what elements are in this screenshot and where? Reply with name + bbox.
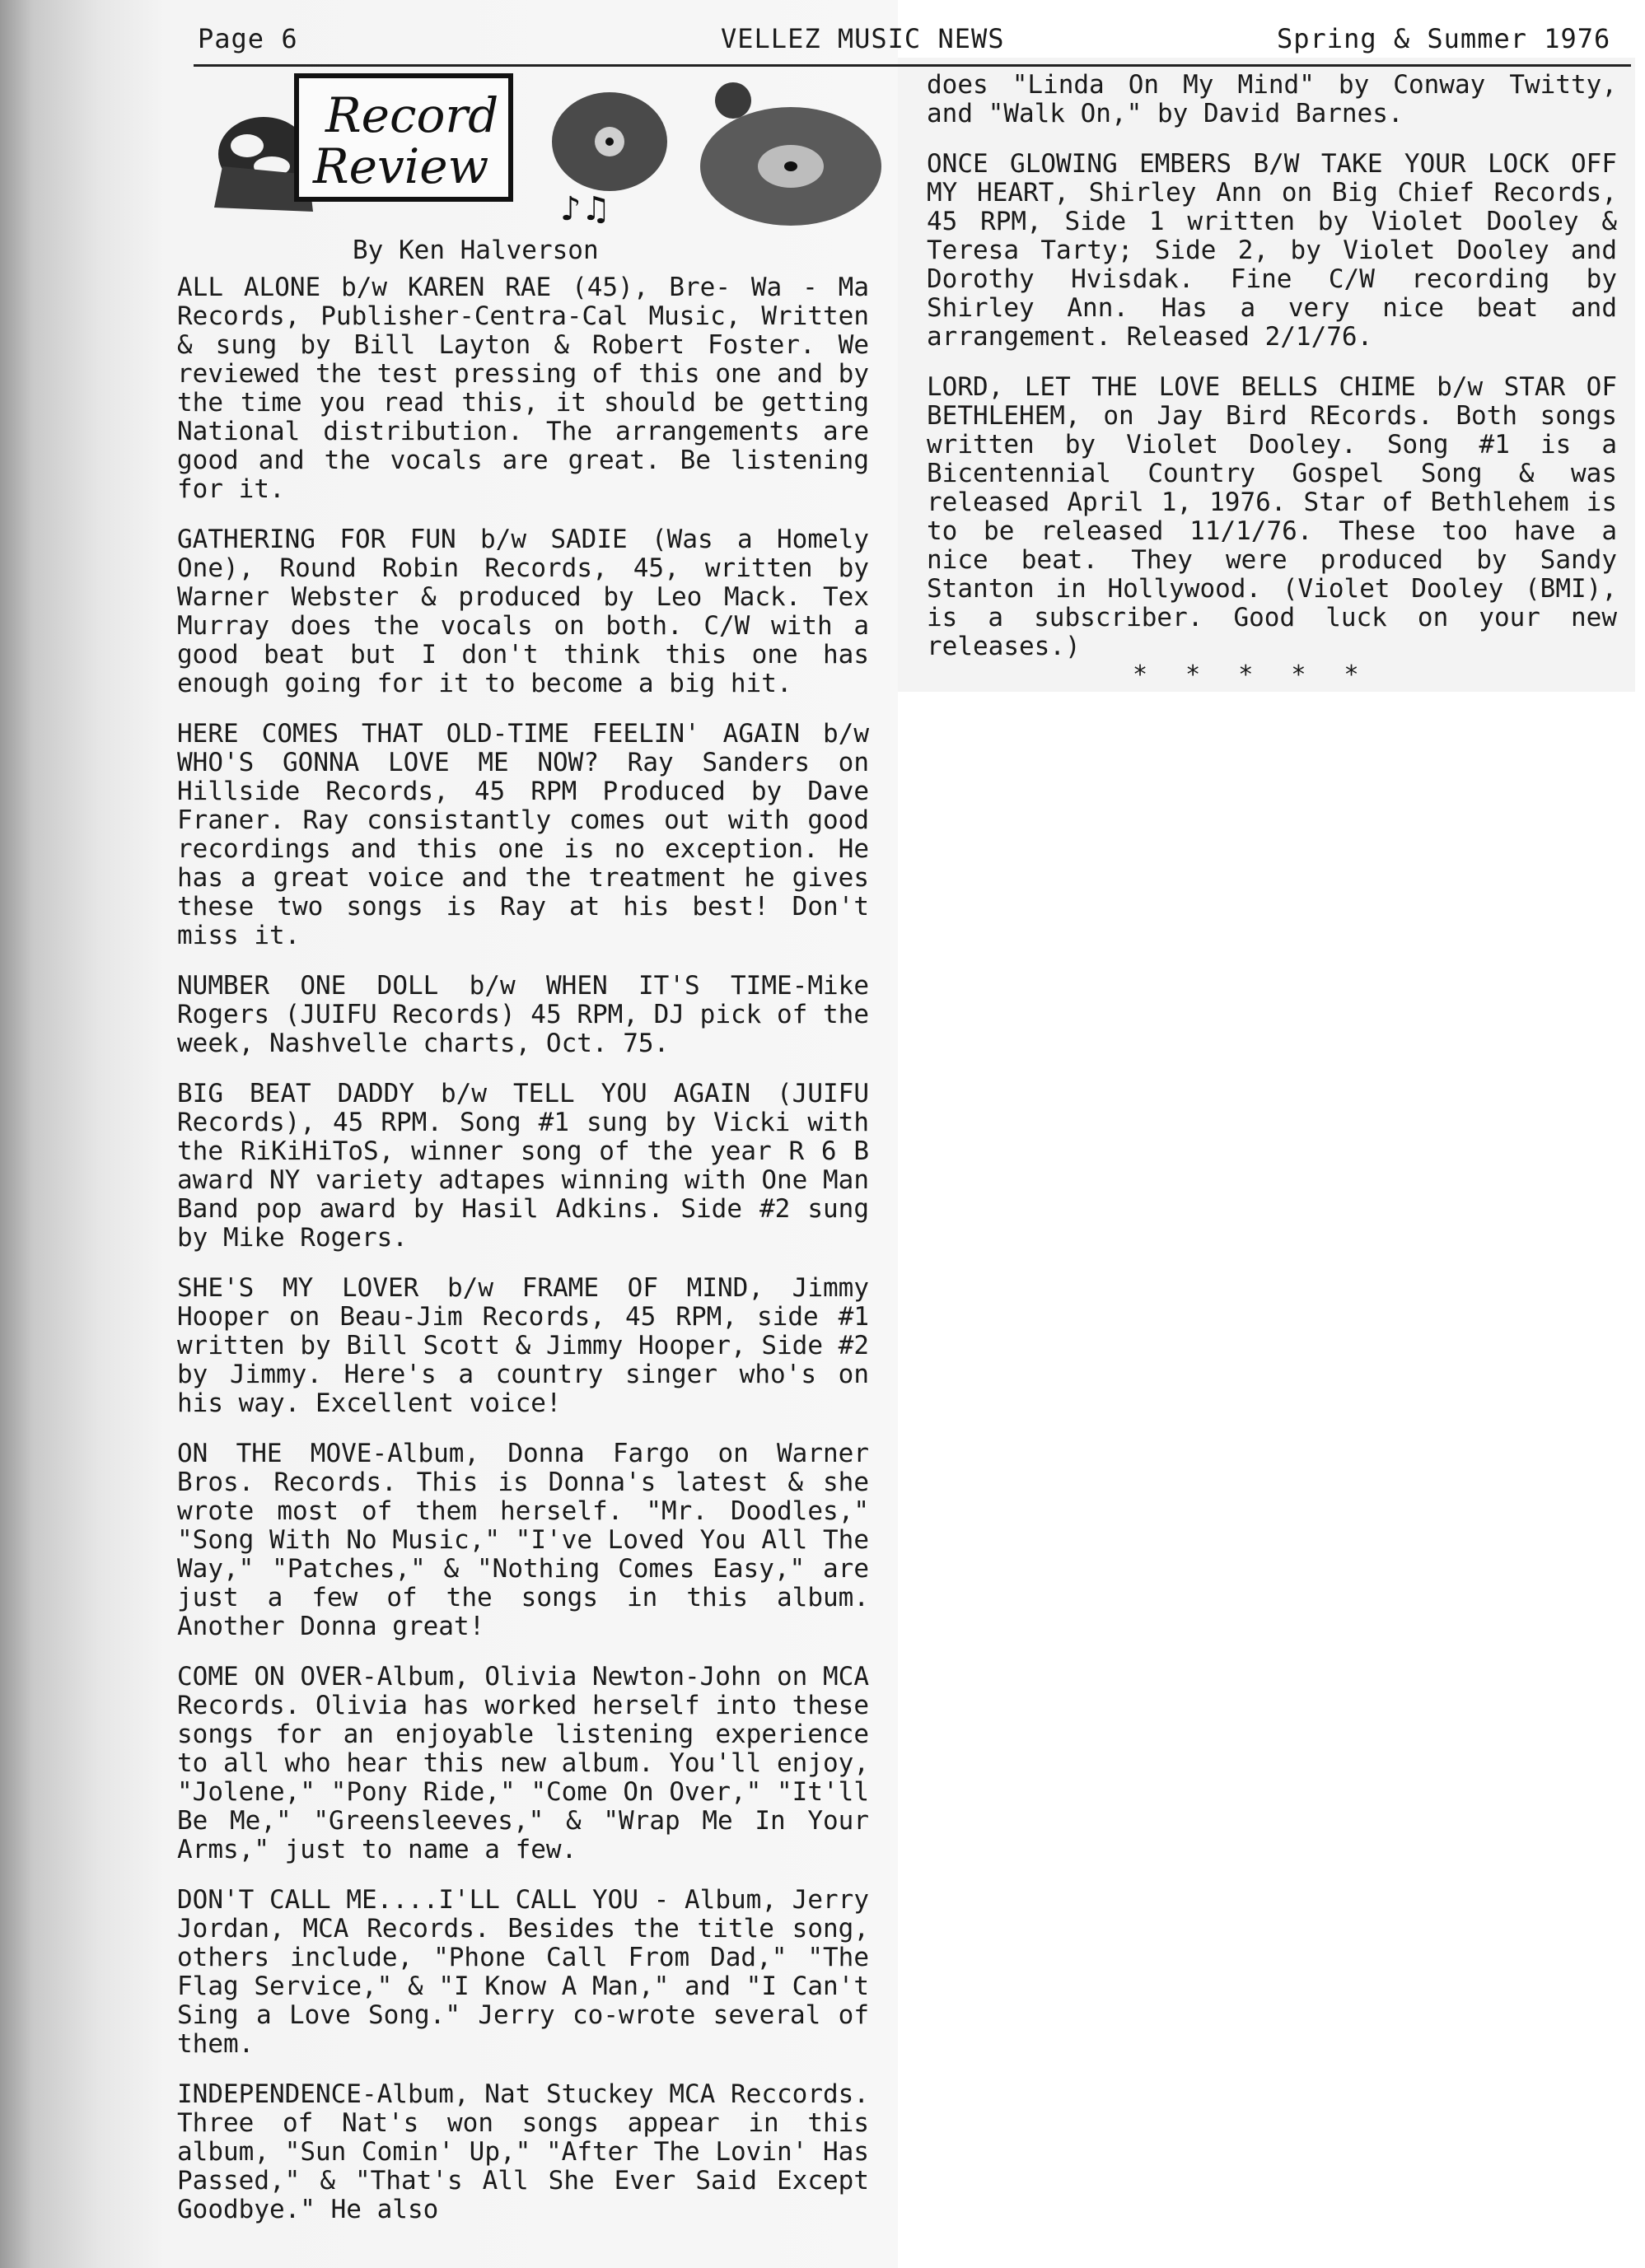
header-rule (194, 64, 1631, 67)
vinyl-record-icon (700, 82, 881, 226)
publication-title: VELLEZ MUSIC NEWS (721, 23, 1005, 54)
issue-date: Spring & Summer 1976 (1277, 23, 1611, 54)
review-item: ALL ALONE b/w KAREN RAE (45), Bre- Wa - Ma Records, Publisher-Centra-Cal Music, Written & sung by Bill Layton & Robert Foster. We reviewed the test pressing of this one and by the time you read this, it should be getting National distribution. The arrangements are good and the vocals are great. Be listening for it. (177, 273, 869, 504)
review-item: DON'T CALL ME....I'LL CALL YOU - Album, Jerry Jordan, MCA Records. Besides the title song, others include, "Phone Call From Dad," "The Flag Service," & "I Know A Man," and "I Can't Sing a Love Song." Jerry co-wrote several of them. (177, 1885, 869, 2059)
review-item: COME ON OVER-Album, Olivia Newton-John on MCA Records. Olivia has worked herself into these songs for an enjoyable listening experience to all who hear this new album. You'll enjoy, "Jolene," "Pony Ride," "Come On Over," "It'll Be Me," "Greensleeves," & "Wrap Me In Your Arms," just to name a few. (177, 1662, 869, 1864)
right-column (927, 71, 1617, 683)
review-item: ONCE GLOWING EMBERS B/W TAKE YOUR LOCK OFF MY HEART, Shirley Ann on Big Chief Records, 45 RPM, Side 1 written by Violet Dooley & Teresa Tarty; Side 2, by Violet Dooley and Dorothy Hvisdak. Fine C/W recording by Shirley Ann. Has a very nice beat and arrangement. Released 2/1/76. (927, 149, 1617, 352)
review-item: LORD, LET THE LOVE BELLS CHIME b/w STAR OF BETHLEHEM, on Jay Bird REcords. Both songs written by Violet Dooley. Song #1 is a Bicentennial Country Gospel Song & was released April 1, 1976. Star of Bethlehem is to be released 11/1/76. These too have a nice beat. They were produced by Sandy Stanton in Hollywood. (Violet Dooley (BMI), is a subscriber. Good luck on your new releases.) (927, 372, 1617, 661)
svg-text:♪♫: ♪♫ (560, 190, 611, 228)
byline: By Ken Halverson (353, 236, 599, 265)
review-item: NUMBER ONE DOLL b/w WHEN IT'S TIME-Mike Rogers (JUIFU Records) 45 RPM, DJ pick of the week, Nashvelle charts, Oct. 75. (177, 971, 869, 1058)
left-column (177, 273, 869, 2246)
end-mark: * * * * * (1133, 660, 1371, 689)
vinyl-record-icon (552, 92, 667, 191)
review-item: ON THE MOVE-Album, Donna Fargo on Warner Bros. Records. This is Donna's latest & she wrote most of them herself. "Mr. Doodles," "Song With No Music," "I've Loved You All The Way," "Patches," & "Nothing Comes Easy," are just a few of the songs in this album. Another Donna great! (177, 1439, 869, 1641)
review-item: INDEPENDENCE-Album, Nat Stuckey MCA Reccords. Three of Nat's won songs appear in this album, "Sun Comin' Up," "After The Lovin' Has Passed," & "That's All She Ever Said Except Goodbye." He also (177, 2079, 869, 2224)
music-notes-icon (560, 190, 610, 228)
logo-line-1: Record (325, 87, 499, 143)
review-item: GATHERING FOR FUN b/w SADIE (Was a Homely One), Round Robin Records, 45, written by Warner Webster & produced by Leo Mack. Tex Murray does the vocals on both. C/W with a good beat but I don't think this one has enough going for it to become a big hit. (177, 525, 869, 698)
review-item: HERE COMES THAT OLD-TIME FEELIN' AGAIN b/w WHO'S GONNA LOVE ME NOW? Ray Sanders on Hillside Records, 45 RPM Produced by Dave Franer. Ray consistantly comes out with good recordings and this one is no exception. He has a great voice and the treatment he gives these two songs is Ray at his best! Don't miss it. (177, 719, 869, 950)
logo-line-2: Review (313, 138, 489, 194)
review-item: SHE'S MY LOVER b/w FRAME OF MIND, Jimmy Hooper on Beau-Jim Records, 45 RPM, side #1 written by Bill Scott & Jimmy Hooper, Side #2 by Jimmy. Here's a country singer who's on his way. Excellent voice! (177, 1273, 869, 1418)
page-number: Page 6 (198, 23, 298, 54)
review-item: BIG BEAT DADDY b/w TELL YOU AGAIN (JUIFU Records), 45 RPM. Song #1 sung by Vicki with the RiKiHiToS, winner song of the year R 6 B award NY variety adtapes winning with One Man Band pop award by Hasil Adkins. Side #2 sung by Mike Rogers. (177, 1079, 869, 1253)
review-item: does "Linda On My Mind" by Conway Twitty, and "Walk On," by David Barnes. (927, 70, 1617, 128)
record-review-logo (198, 68, 890, 232)
